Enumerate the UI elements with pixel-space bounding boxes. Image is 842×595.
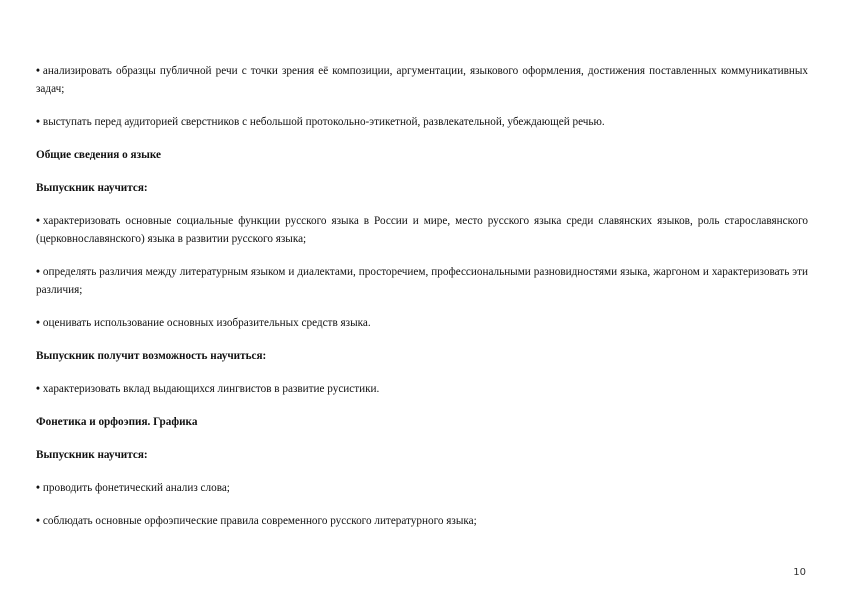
bullet-paragraph-3 — [36, 212, 808, 248]
section-heading-general: Общие сведения о языке — [36, 149, 161, 161]
bullet-paragraph-6 — [36, 380, 808, 398]
document-body — [36, 62, 808, 545]
bullet-marker: • — [36, 215, 40, 227]
paragraph-text: соблюдать основные орфоэпические правила современного русского литературного языка; — [42, 515, 477, 527]
bullet-paragraph-2 — [36, 113, 808, 131]
bullet-marker: • — [36, 482, 40, 494]
bullet-paragraph-7 — [36, 479, 808, 497]
page-number: 10 — [793, 567, 806, 578]
bullet-marker: • — [36, 515, 40, 527]
bullet-paragraph-5 — [36, 314, 808, 332]
bullet-marker: • — [36, 65, 40, 77]
bullet-marker: • — [36, 266, 40, 278]
paragraph-text: выступать перед аудиторией сверстников с небольшой протокольно-этикетной, развлекательной, убеждающей речью. — [42, 116, 605, 128]
paragraph-text: проводить фонетический анализ слова; — [42, 482, 230, 494]
paragraph-text: характеризовать основные социальные функции русского языка в России и мире, место русского языка среди славянских языков, роль старославянского (церковнославянского) языка в развитии русского языка; — [36, 215, 808, 245]
paragraph-text: оценивать использование основных изобразительных средств языка. — [42, 317, 371, 329]
bullet-marker: • — [36, 383, 40, 395]
bullet-paragraph-8 — [36, 512, 808, 530]
subheading-will-learn: Выпускник научится: — [36, 182, 148, 194]
subheading-will-learn-2: Выпускник научится: — [36, 449, 148, 461]
bullet-paragraph-1 — [36, 62, 808, 98]
bullet-marker: • — [36, 116, 40, 128]
bullet-paragraph-4 — [36, 263, 808, 299]
section-heading-phonetics: Фонетика и орфоэпия. Графика — [36, 416, 198, 428]
subheading-opportunity: Выпускник получит возможность научиться: — [36, 350, 267, 362]
paragraph-text: анализировать образцы публичной речи с точки зрения её композиции, аргументации, языкового оформления, достижения поставленных коммуникативных задач; — [36, 65, 808, 95]
bullet-marker: • — [36, 317, 40, 329]
paragraph-text: определять различия между литературным языком и диалектами, просторечием, профессиональными разновидностями языка, жаргоном и характеризовать эти различия; — [36, 266, 808, 296]
paragraph-text: характеризовать вклад выдающихся лингвистов в развитие русистики. — [42, 383, 380, 395]
